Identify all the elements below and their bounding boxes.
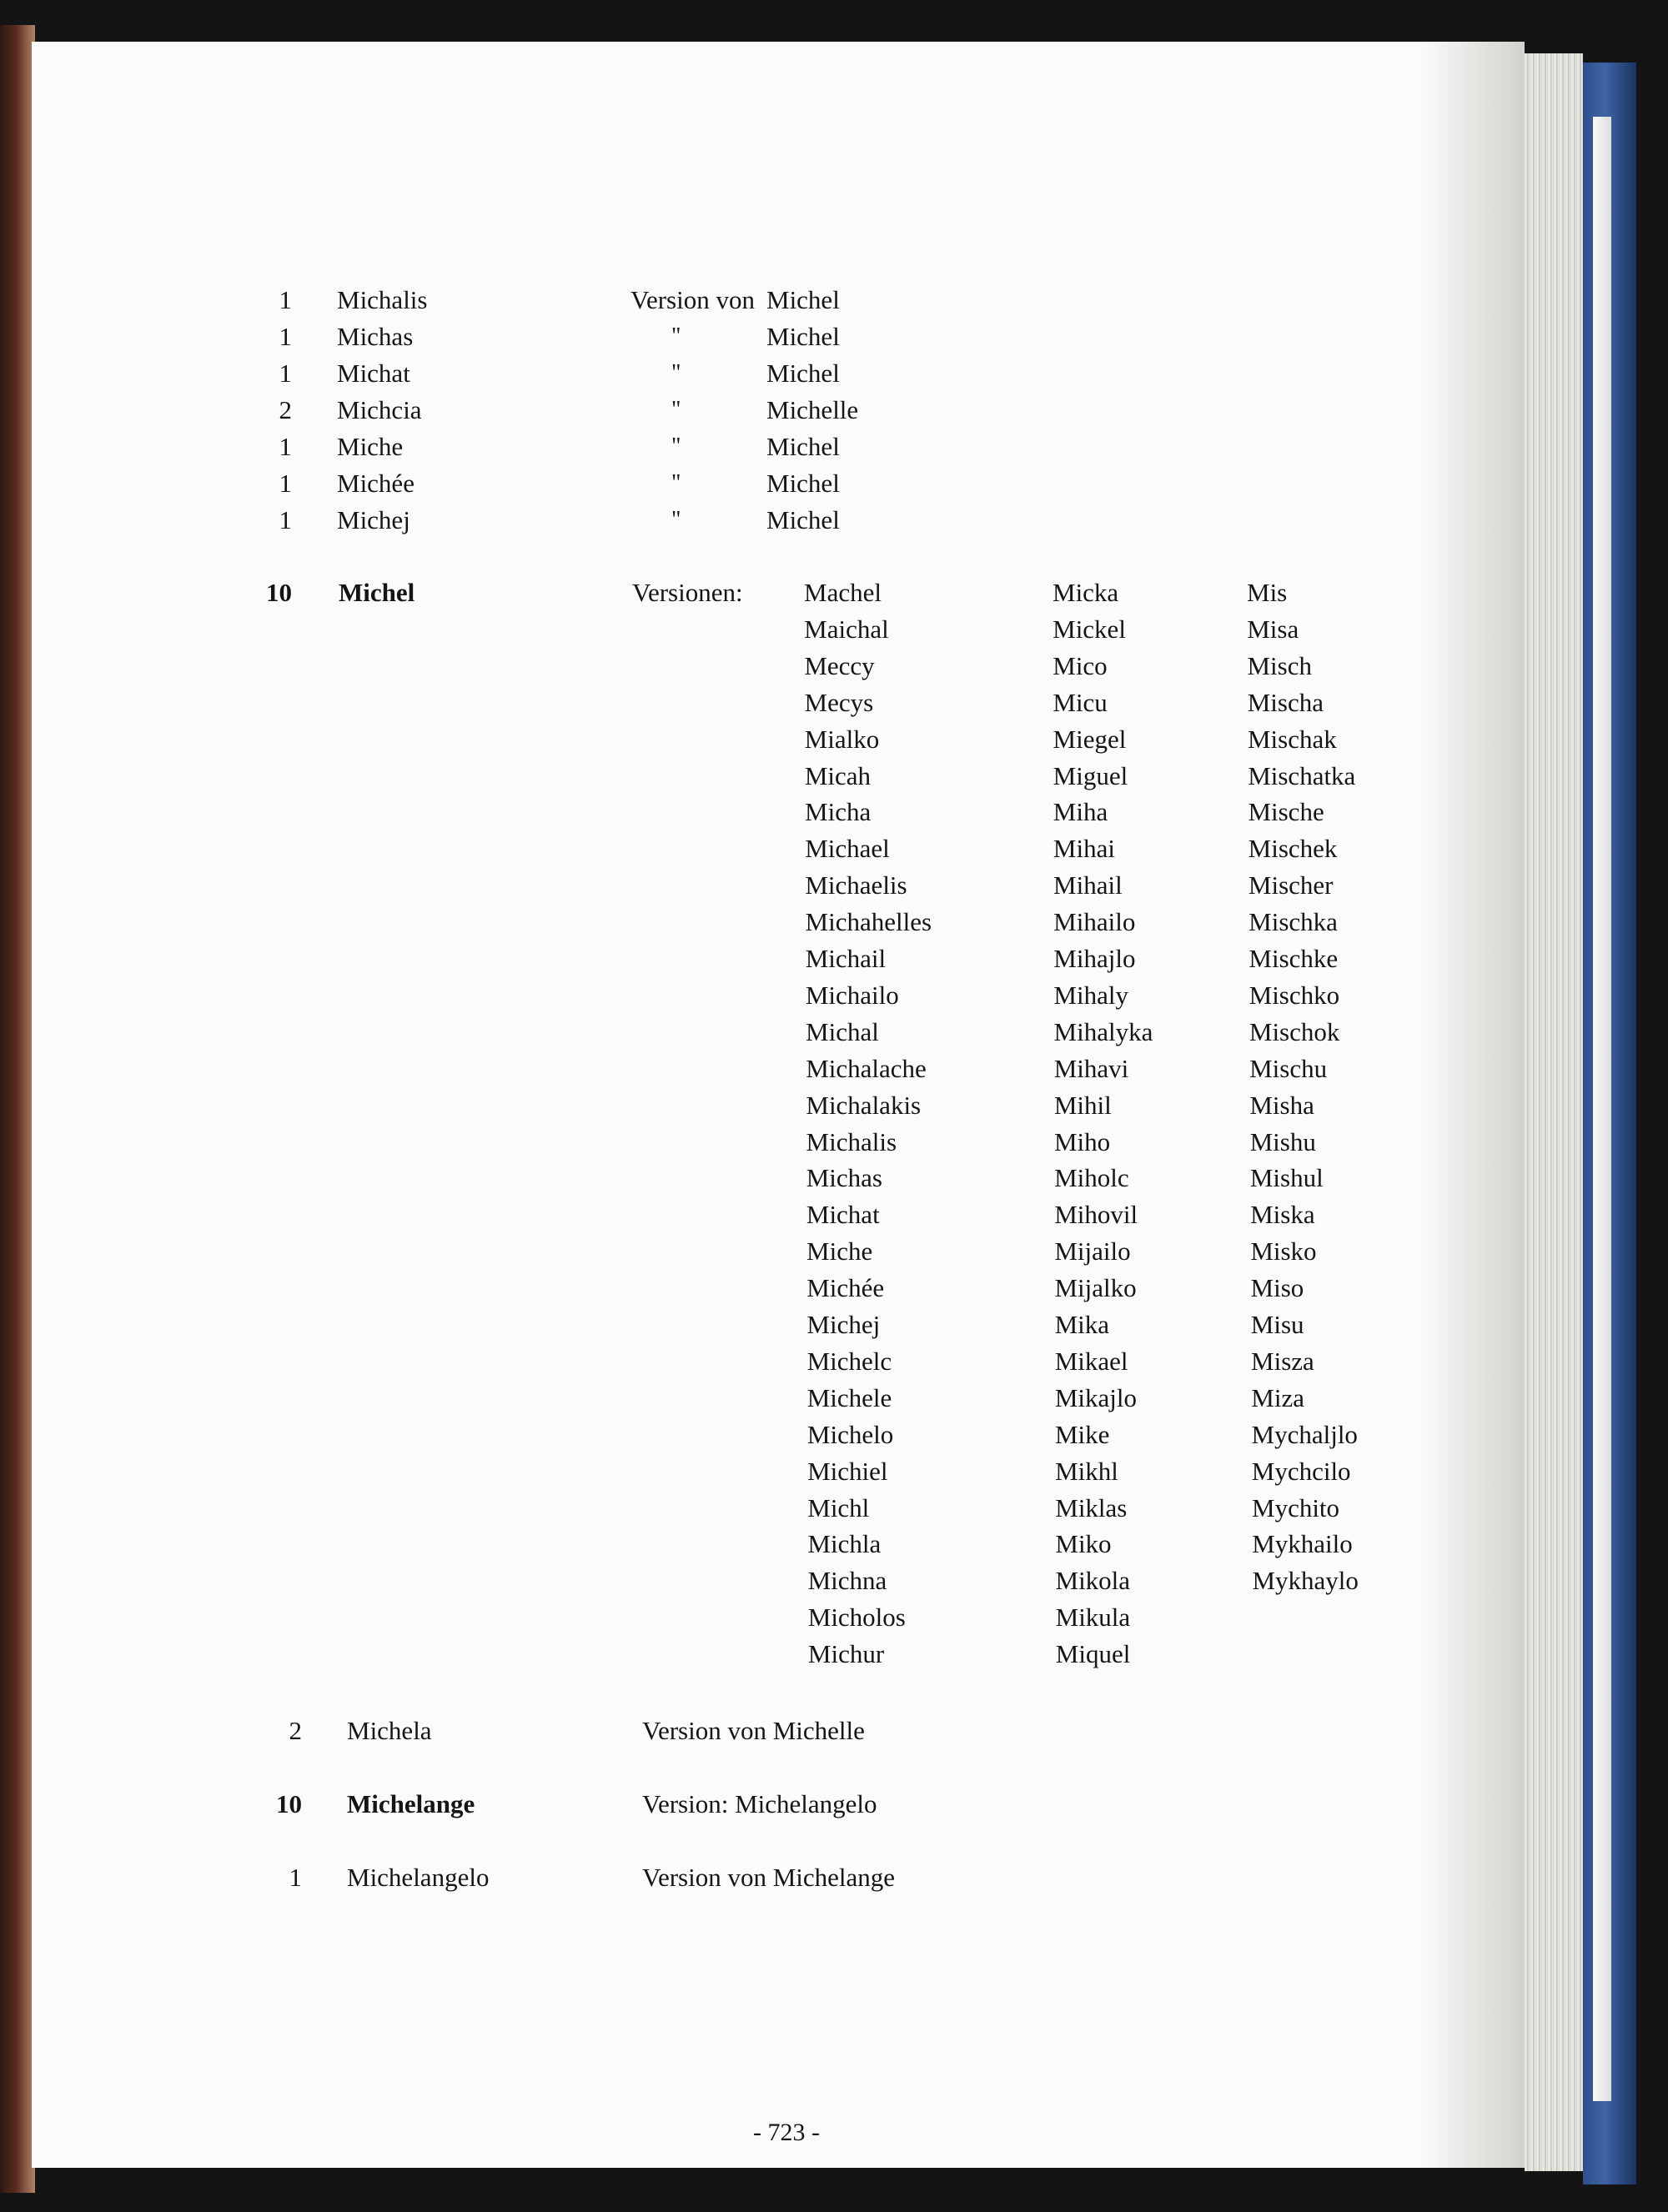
version-name: Mischatka [1248, 760, 1356, 790]
entry-count: 1 [279, 469, 292, 498]
version-name: Michée [806, 1273, 885, 1303]
version-name: Mihailo [1053, 907, 1136, 937]
ditto-mark: " [671, 360, 681, 386]
version-name: Mischek [1248, 834, 1338, 864]
ditto-mark: " [671, 324, 681, 349]
version-name: Mike [1054, 1419, 1110, 1449]
version-name: Mische [1248, 797, 1324, 827]
version-name: Mihai [1053, 834, 1115, 864]
version-name: Miso [1250, 1273, 1304, 1303]
version-name: Mijailo [1054, 1236, 1131, 1267]
version-name: Mecys [804, 687, 874, 717]
entry-name: Michée [337, 469, 414, 498]
entry-reference: Michel [766, 505, 840, 534]
version-name: Michej [806, 1310, 881, 1339]
version-name: Micka [1053, 578, 1119, 607]
version-name: Misza [1251, 1346, 1314, 1376]
version-name: Mihail [1053, 870, 1123, 900]
entry-relation: Version von [631, 285, 755, 314]
version-name: Misu [1250, 1310, 1304, 1339]
entry-count: 1 [289, 1863, 302, 1892]
version-name: Michahelles [805, 907, 932, 937]
entry-relation: Version von Michelange [642, 1863, 896, 1892]
entry-relation: Version: Michelangelo [642, 1789, 877, 1818]
version-name: Michele [806, 1382, 892, 1412]
entry-count: 1 [279, 285, 292, 314]
entry-count: 1 [279, 505, 292, 534]
version-name: Miquel [1055, 1639, 1131, 1669]
version-name: Mickel [1053, 614, 1126, 644]
version-name: Mischok [1248, 1016, 1340, 1046]
entry-count: 1 [279, 322, 292, 351]
version-name: Mika [1054, 1310, 1110, 1339]
entry-relation: Version von Michelle [642, 1716, 865, 1745]
main-entry-name: Michel [339, 578, 415, 607]
version-name: Mischa [1247, 687, 1324, 717]
page-number: - 723 - [753, 2119, 820, 2146]
entry-name: Michat [337, 359, 410, 388]
version-name: Misa [1247, 614, 1299, 644]
version-name: Miguel [1053, 760, 1128, 790]
version-name: Mischer [1248, 870, 1334, 900]
version-name: Mychito [1252, 1492, 1340, 1522]
version-name: Michas [806, 1163, 882, 1193]
entry-name: Michej [337, 505, 410, 534]
entry-name: Michelangelo [347, 1863, 490, 1892]
entry-reference: Michel [766, 469, 840, 498]
version-name: Miska [1250, 1200, 1315, 1230]
entry-reference: Michel [766, 285, 840, 314]
version-name: Mykhailo [1252, 1529, 1353, 1559]
version-name: Mischu [1249, 1053, 1328, 1083]
version-name: Micah [804, 760, 872, 790]
book-spine-edge [0, 25, 35, 2193]
version-name: Michalakis [806, 1090, 922, 1120]
version-name: Maichal [804, 614, 889, 644]
version-name: Mico [1053, 650, 1108, 680]
version-name: Michur [807, 1639, 885, 1669]
version-name: Micha [805, 797, 872, 827]
entry-reference: Michel [766, 432, 840, 461]
entry-name: Michela [347, 1716, 432, 1745]
main-entry-count: 10 [266, 578, 292, 607]
entry-name: Michcia [337, 395, 422, 424]
entry-count: 1 [279, 432, 292, 461]
version-name: Miegel [1053, 724, 1127, 754]
version-name: Miza [1251, 1382, 1304, 1412]
version-name: Michelo [806, 1419, 894, 1449]
version-name: Mihajlo [1053, 944, 1136, 973]
entry-reference: Michel [766, 322, 840, 351]
version-name: Michla [807, 1529, 882, 1559]
version-name: Misch [1247, 650, 1312, 680]
entry-name: Michelange [347, 1789, 475, 1818]
version-name: Michailo [805, 980, 899, 1010]
entry-count: 2 [289, 1716, 302, 1745]
version-name: Micholos [807, 1603, 906, 1633]
version-name: Michal [806, 1016, 879, 1046]
ditto-mark: " [671, 397, 681, 423]
version-name: Mykhaylo [1252, 1566, 1359, 1596]
version-name: Misko [1250, 1236, 1317, 1267]
version-name: Michaelis [805, 870, 907, 900]
version-name: Mihaly [1053, 980, 1128, 1010]
version-name: Michna [807, 1566, 887, 1596]
version-name: Mishu [1249, 1126, 1316, 1156]
version-name: Michl [807, 1492, 870, 1522]
ditto-mark: " [671, 470, 681, 496]
entry-reference: Michelle [766, 395, 859, 424]
version-name: Miche [806, 1236, 873, 1267]
version-name: Mihil [1053, 1090, 1112, 1120]
version-name: Machel [804, 578, 882, 607]
version-name: Mischke [1248, 944, 1339, 973]
entry-name: Miche [337, 432, 404, 461]
entry-name: Michas [337, 322, 414, 351]
version-name: Mischko [1248, 980, 1340, 1010]
version-name: Miklas [1055, 1492, 1128, 1522]
version-name: Meccy [804, 650, 875, 680]
ditto-mark: " [671, 434, 681, 459]
version-name: Mijalko [1054, 1273, 1137, 1303]
version-name: Mishul [1249, 1163, 1324, 1193]
version-name: Mychaljlo [1251, 1419, 1358, 1449]
version-name: Mialko [804, 724, 880, 754]
version-name: Mis [1247, 578, 1288, 607]
version-name: Mischka [1248, 907, 1338, 937]
version-name: Miholc [1054, 1163, 1129, 1193]
cover-inner-sheet [1593, 117, 1611, 2101]
version-name: Miko [1055, 1529, 1112, 1559]
entry-reference: Michel [766, 359, 840, 388]
version-name: Misha [1249, 1090, 1314, 1120]
version-name: Mihavi [1053, 1053, 1129, 1083]
version-name: Mikhl [1055, 1456, 1118, 1486]
version-name: Michalache [806, 1053, 927, 1083]
version-name: Michiel [807, 1456, 888, 1486]
version-name: Mihalyka [1053, 1016, 1153, 1046]
version-name: Michat [806, 1200, 880, 1230]
entry-count: 10 [276, 1789, 302, 1818]
versions-label: Versionen: [632, 578, 743, 607]
version-name: Mikula [1055, 1603, 1131, 1633]
version-name: Micu [1053, 687, 1108, 717]
version-name: Michael [805, 834, 890, 864]
page-gutter-shadow [1418, 42, 1525, 2168]
version-name: Michelc [806, 1346, 892, 1376]
version-name: Mischak [1247, 724, 1337, 754]
version-name: Michalis [806, 1126, 897, 1156]
version-name: Mikael [1054, 1346, 1128, 1376]
version-name: Miha [1053, 797, 1108, 827]
version-name: Michail [805, 944, 887, 973]
ditto-mark: " [671, 507, 681, 533]
version-name: Mychcilo [1251, 1456, 1351, 1486]
version-name: Mihovil [1054, 1200, 1138, 1230]
page-stack-edge [1525, 53, 1583, 2171]
entry-count: 1 [279, 359, 292, 388]
entry-count: 2 [279, 395, 292, 424]
entry-name: Michalis [337, 285, 428, 314]
version-name: Mikola [1055, 1566, 1131, 1596]
version-name: Mikajlo [1054, 1382, 1138, 1412]
version-name: Miho [1053, 1126, 1111, 1156]
